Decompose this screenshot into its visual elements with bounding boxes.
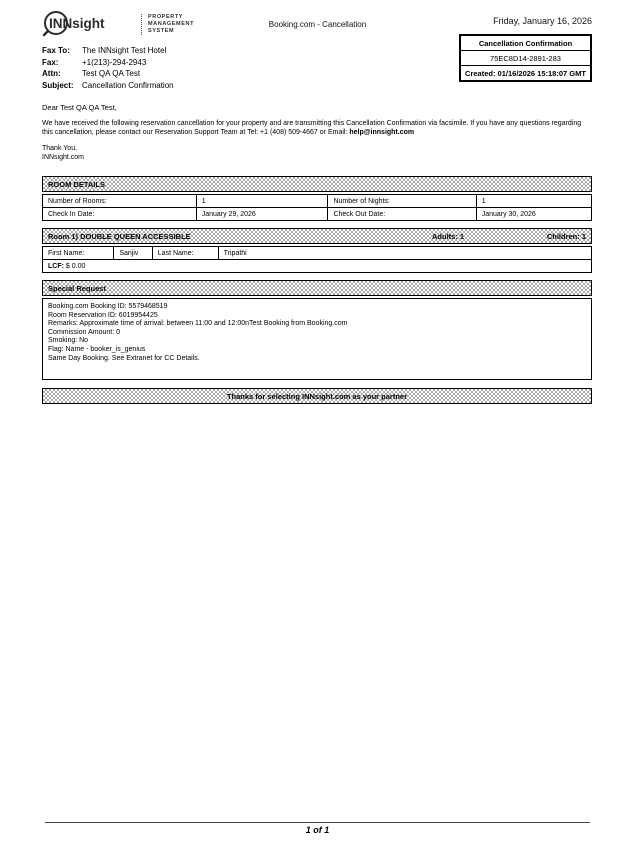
letter-body — [42, 119, 592, 137]
check-out-date-value: January 30, 2026 — [476, 208, 591, 221]
confirmation-id: 75EC8D14-2891-283 — [461, 51, 590, 66]
fax-number-value: +1(213)-294-2943 — [82, 57, 147, 67]
lcf-label: LCF: — [48, 262, 64, 270]
room-details-table — [42, 194, 592, 221]
fax-info-row — [42, 80, 342, 92]
document-header — [42, 10, 592, 91]
special-request-section — [42, 280, 592, 380]
fax-info-block — [42, 45, 342, 91]
table-row — [43, 260, 592, 273]
lcf-row — [43, 260, 592, 273]
table-row — [43, 247, 592, 260]
room-1-title: Room 1) DOUBLE QUEEN ACCESSIBLE — [48, 231, 191, 241]
footer-divider — [45, 822, 590, 823]
subject-value: Cancellation Confirmation — [82, 80, 174, 90]
room-reservation-id-line: Room Reservation ID: 6019954425 — [48, 311, 158, 319]
special-request-content — [42, 298, 592, 380]
table-row — [43, 195, 592, 208]
magnifying-glass-icon — [42, 10, 134, 38]
letter-salutation: Dear Test QA QA Test, — [42, 103, 117, 112]
fax-number-label: Fax: — [42, 57, 59, 67]
logo-tagline-line: MANAGEMENT — [148, 20, 195, 27]
room-details-section — [42, 176, 592, 221]
room-1-children: Children: 1 — [546, 231, 586, 241]
logo-tagline-line: SYSTEM — [148, 27, 175, 34]
logo-tagline-line: PROPERTY — [148, 13, 184, 20]
confirmation-box-title: Cancellation Confirmation — [461, 36, 590, 51]
check-out-date-label: Check Out Date: — [328, 208, 476, 221]
number-of-nights-label: Number of Nights: — [328, 195, 476, 208]
subject-label: Subject: — [42, 80, 74, 90]
same-day-booking-line: Same Day Booking. See Extranet for CC Details. — [48, 354, 200, 362]
smoking-line: Smoking: No — [48, 337, 89, 345]
number-of-rooms-label: Number of Rooms: — [43, 195, 197, 208]
lcf-value: $ 0.00 — [63, 262, 86, 270]
room-1-adults: Adults: 1 — [432, 231, 465, 241]
first-name-label: First Name: — [43, 247, 114, 260]
check-in-date-label: Check In Date: — [43, 208, 197, 221]
document-date: Friday, January 16, 2026 — [493, 16, 592, 26]
fax-to-value: The INNsight Test Hotel — [82, 46, 167, 55]
fax-info-row — [42, 45, 342, 57]
letter-body-text: We have received the following reservation cancellation for your property and are transmitting this Cancellation Confirmation via facsimile. If you have any questions regarding this cancellation, please contact our Reservation Support Team at Tel: +1 (408) 509-4667 or Email: — [42, 120, 582, 136]
attn-value: Test QA QA Test — [82, 69, 141, 78]
room-1-guest-table — [42, 246, 592, 273]
special-request-header: Special Request — [42, 280, 592, 296]
room-1-header — [42, 228, 592, 244]
remarks-line: Remarks: Approximate time of arrival: between 11:00 and 12:00nTest Booking from Booking.com — [48, 320, 348, 328]
last-name-value: Tripathi — [218, 247, 591, 260]
commission-amount-line: Commission Amount: 0 — [48, 328, 120, 336]
logo-brand-text: INNsight — [49, 16, 105, 31]
fax-to-label: Fax To: — [42, 46, 70, 55]
logo-tagline — [141, 14, 194, 35]
room-details-header: ROOM DETAILS — [42, 176, 592, 192]
support-email: help@innsight.com — [349, 129, 415, 136]
innsight-logo — [42, 10, 342, 38]
last-name-label: Last Name: — [152, 247, 218, 260]
letter-signature: INNsight.com — [42, 154, 85, 161]
number-of-nights-value: 1 — [476, 195, 591, 208]
table-row — [43, 208, 592, 221]
number-of-rooms-value: 1 — [196, 195, 328, 208]
page-number: 1 of 1 — [305, 825, 330, 835]
fax-info-row — [42, 68, 342, 80]
first-name-value: Sanjiv — [114, 247, 152, 260]
booking-id-line: Booking.com Booking ID: 5579468519 — [48, 303, 168, 310]
room-1-section — [42, 228, 592, 273]
page-footer — [45, 822, 590, 835]
attn-label: Attn: — [42, 69, 61, 78]
check-in-date-value: January 29, 2026 — [196, 208, 328, 221]
letter-closing: Thank You, — [42, 145, 78, 152]
cancellation-confirmation-box — [459, 34, 592, 82]
confirmation-created-timestamp: Created: 01/16/2026 15:18:07 GMT — [465, 68, 586, 78]
fax-info-row — [42, 57, 342, 69]
thanks-footer-bar: Thanks for selecting INNsight.com as your partner — [42, 388, 592, 404]
document-header-title: Booking.com - Cancellation — [268, 20, 367, 29]
flag-line: Flag: Name - booker_is_genius — [48, 345, 146, 353]
